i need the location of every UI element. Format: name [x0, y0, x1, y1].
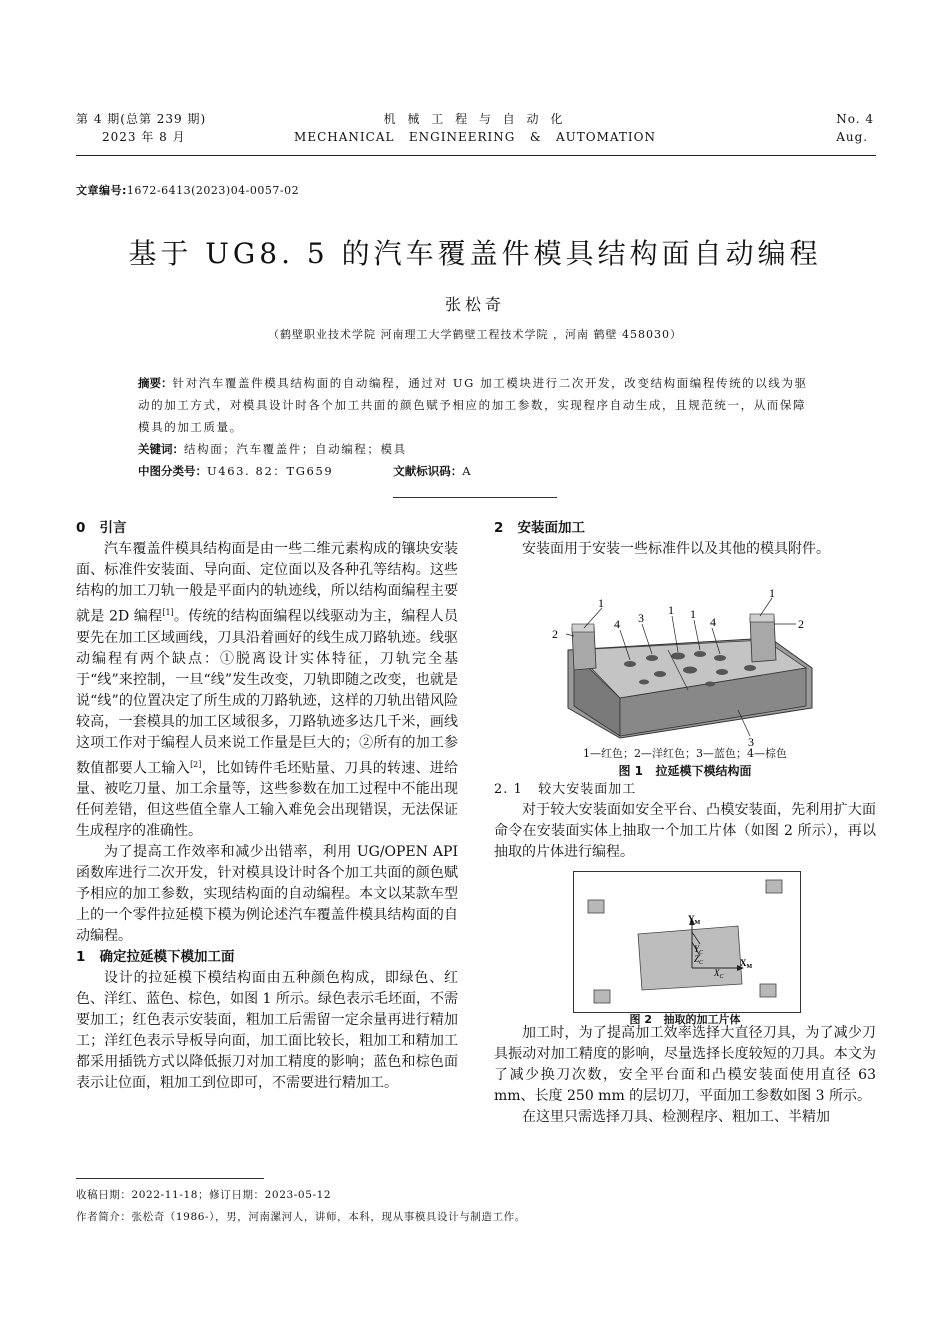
journal-name: [0, 110, 950, 146]
paper-title: 基于 UG8. 5 的汽车覆盖件模具结构面自动编程: [128, 237, 822, 270]
figure-2-drawing: [574, 872, 800, 1012]
ref-1: [1]: [162, 608, 174, 617]
abstract-block: [138, 372, 814, 482]
fig1-hole-1: [624, 661, 636, 667]
figure-2-image: [573, 871, 801, 1013]
left-column: [76, 518, 458, 1094]
fig1-hole-6: [654, 671, 666, 677]
s0-p1-part-b: 。传统的结构面编程以线驱动为主，编程人员要先在加工区域画线，刀具沿着画好的线生成刀路轨迹。线驱动编程有两个缺点：①脱离设计实体特征，刀轨完全基于“线”来控制，一旦“线”发生改变，刀轨即随之改变，也就是说“线”的位置决定了所生成的刀路轨迹，这样的刀轨出错风险较高，一套模具的加工区域很多，刀路轨迹多达几千米，画线这项工作对于编程人员来说工作量是巨大的；②所有的加工参数值都要人工输入: [76, 608, 458, 777]
keywords-text: 结构面；汽车覆盖件；自动编程；模具: [184, 442, 407, 456]
section-0-title: 0 引言: [76, 520, 127, 536]
right-column-top: [494, 518, 876, 560]
fig2-corner-square-br: [760, 984, 776, 997]
right-column-bottom: [494, 1023, 876, 1128]
fig2-label-ym: $Y_M$: [688, 914, 701, 926]
fig1-label-2b: 2: [798, 617, 804, 631]
fig1-hole-5: [714, 655, 726, 661]
fig2-label-xm: $X_M$: [740, 958, 753, 970]
fig1-left-post: [572, 626, 596, 670]
section-2-paragraph-1: 安装面用于安装一些标准件以及其他的模具附件。: [522, 541, 830, 557]
header-rule: [76, 155, 876, 156]
abstract-text: 针对汽车覆盖件模具结构面的自动编程，通过对 UG 加工模块进行二次开发，改变结构面编程传统的以线为驱动的加工方式，对模具设计时各个加工共面的颜色赋予相应的加工参数，实现程序自动生成，且规范统一，从而保障模具的加工质量。: [138, 376, 808, 434]
abstract: [138, 372, 814, 438]
keywords-label: 关键词：: [138, 442, 184, 456]
fig2-corner-square-tr: [766, 880, 782, 893]
section-2-1-paragraph-2: 加工时，为了提高加工效率选择大直径刀具，为了减少刀具振动对加工精度的影响，尽量选择长度较短的刀具。本文为了减少换刀次数，安全平台面和凸模安装面使用直径 63 mm、长度 250 mm 的层切刀，平面加工参数如图 3 所示。: [494, 1025, 876, 1104]
section-2-1-title: 2. 1 较大安装面加工: [494, 782, 637, 797]
fig1-hole-2: [646, 655, 658, 661]
section-0-paragraph-1: [76, 539, 458, 842]
right-column-middle: [494, 779, 876, 863]
fig2-corner-square-tl: [588, 900, 604, 913]
issue-no-en: No. 4: [836, 112, 874, 126]
fig1-left-cap: [572, 624, 594, 632]
abstract-rule: [393, 497, 557, 498]
doc-code-label: 文献标识码：: [393, 464, 463, 478]
section-2-1-paragraph-1: 对于较大安装面如安全平台、凸模安装面，先利用扩大面命令在安装面实体上抽取一个加工片体（如图 2 所示），再以抽取的片体进行编程。: [494, 802, 876, 860]
clc-value: U463. 82：TG659: [207, 464, 334, 478]
figure-1-caption: 图 1 拉延模下模结构面: [618, 764, 752, 778]
section-0-paragraph-2: 为了提高工作效率和减少出错率，利用 UG/OPEN API 函数库进行二次开发，针对模具设计时各个加工共面的颜色赋予相应的加工参数，实现结构面的自动编程。本文以某款车型上的一个零件拉延模下模为例论述汽车覆盖件模具结构面的自动编程。: [76, 844, 458, 945]
fig2-label-yc: $Y_C$: [694, 944, 704, 956]
fig2-label-zc: $Z_C$: [694, 954, 704, 966]
fig1-right-cap: [750, 614, 774, 622]
fig1-label-2a: 2: [552, 627, 558, 641]
fig2-corner-square-bl: [594, 990, 610, 1003]
footnote-author-bio: 作者简介：张松奇（1986-），男，河南漯河人，讲师，本科，现从事模具设计与制造工作。: [76, 1211, 526, 1223]
fig1-label-1a: 1: [598, 596, 604, 610]
fig1-leader-1d: [760, 598, 772, 616]
issue-month-en: Aug.: [836, 130, 869, 144]
footnote-received: 收稿日期：2022-11-18；修订日期：2023-05-12: [76, 1189, 332, 1201]
fig1-hole-7: [683, 667, 697, 674]
doc-code-value: A: [462, 464, 473, 478]
article-number: [76, 182, 299, 198]
fig1-hole-11: [705, 682, 715, 687]
fig2-label-xc: $X_C$: [714, 968, 724, 980]
fig1-label-3a: 3: [638, 611, 644, 625]
fig1-right-post: [750, 616, 776, 662]
issue-date: 2023 年 8 月: [102, 130, 186, 144]
fig1-hole-3: [671, 653, 685, 660]
fig1-label-4b: 4: [710, 615, 716, 629]
journal-name-cn: 机 械 工 程 与 自 动 化: [383, 112, 567, 126]
s0-p1-part-c: ，比如铸件毛坯贴量、刀具的转速、进给量、被吃刀量、加工余量等，这些参数在加工过程中不能出现任何差错，但这些值全靠人工输入难免会出现错误，无法保证生成程序的准确性。: [76, 760, 459, 840]
abstract-label: 摘要：: [138, 376, 173, 390]
paper-author: 张松奇: [444, 295, 505, 314]
fig1-label-4a: 4: [614, 617, 620, 631]
clc-label: 中图分类号：: [138, 464, 207, 478]
section-1-paragraph-1: 设计的拉延模下模结构面由五种颜色构成，即绿色、红色、洋红、蓝色、棕色，如图 1 所示。绿色表示毛坯面，不需要加工；红色表示安装面，粗加工后需留一定余量再进行精加工；洋红色表示导板导向面，加工面比较长，粗加工和精加工都采用插铣方式以降低振刀对加工精度的影响；蓝色和棕色面表示让位面，粗加工到位即可，不需要进行精加工。: [76, 970, 458, 1092]
fig1-label-3b: 3: [748, 735, 754, 749]
classification-row: [138, 460, 814, 482]
keywords: [138, 438, 814, 460]
fig2-extracted-sheet: [638, 926, 742, 990]
fig1-hole-9: [744, 665, 756, 671]
s0-p1-part-a: 汽车覆盖件模具结构面是由一些二维元素构成的镶块安装面、标准件安装面、导向面、定位面以及各种孔等结构。这些结构的加工刀轨一般是平面内的轨迹线，所以结构面编程主要就是 2D 编程: [76, 541, 458, 625]
figure-1-image: [552, 586, 820, 749]
fig1-hole-10: [639, 680, 649, 685]
section-2-title: 2 安装面加工: [494, 520, 585, 536]
fig1-label-1b: 1: [668, 603, 674, 617]
fig1-label-1d: 1: [769, 586, 775, 600]
article-number-label: 文章编号:: [76, 184, 127, 197]
journal-name-en: MECHANICAL ENGINEERING & AUTOMATION: [294, 130, 656, 144]
footnote-rule: [76, 1178, 264, 1179]
ref-2: [2]: [190, 759, 202, 769]
fig1-label-1c: 1: [690, 607, 696, 621]
section-2-1-paragraph-3: 在这里只需选择刀具、检测程序、粗加工、半精加: [522, 1109, 830, 1125]
issue-info-en: [836, 110, 874, 146]
article-number-value: 1672-6413(2023)04-0057-02: [126, 184, 300, 197]
figure-2-caption: 图 2 抽取的加工片体: [629, 1013, 741, 1026]
fig1-hole-8: [716, 669, 728, 675]
issue-number: 第 4 期(总第 239 期): [76, 112, 207, 126]
author-affiliation: （鹤壁职业技术学院 河南理工大学鹤壁工程技术学院 ，河南 鹤壁 458030）: [268, 328, 682, 341]
figure-1-legend: 1—红色；2—洋红色；3—蓝色；4—棕色: [583, 747, 787, 760]
section-1-title: 1 确定拉延模下模加工面: [76, 949, 235, 966]
fig1-hole-4: [694, 651, 706, 657]
